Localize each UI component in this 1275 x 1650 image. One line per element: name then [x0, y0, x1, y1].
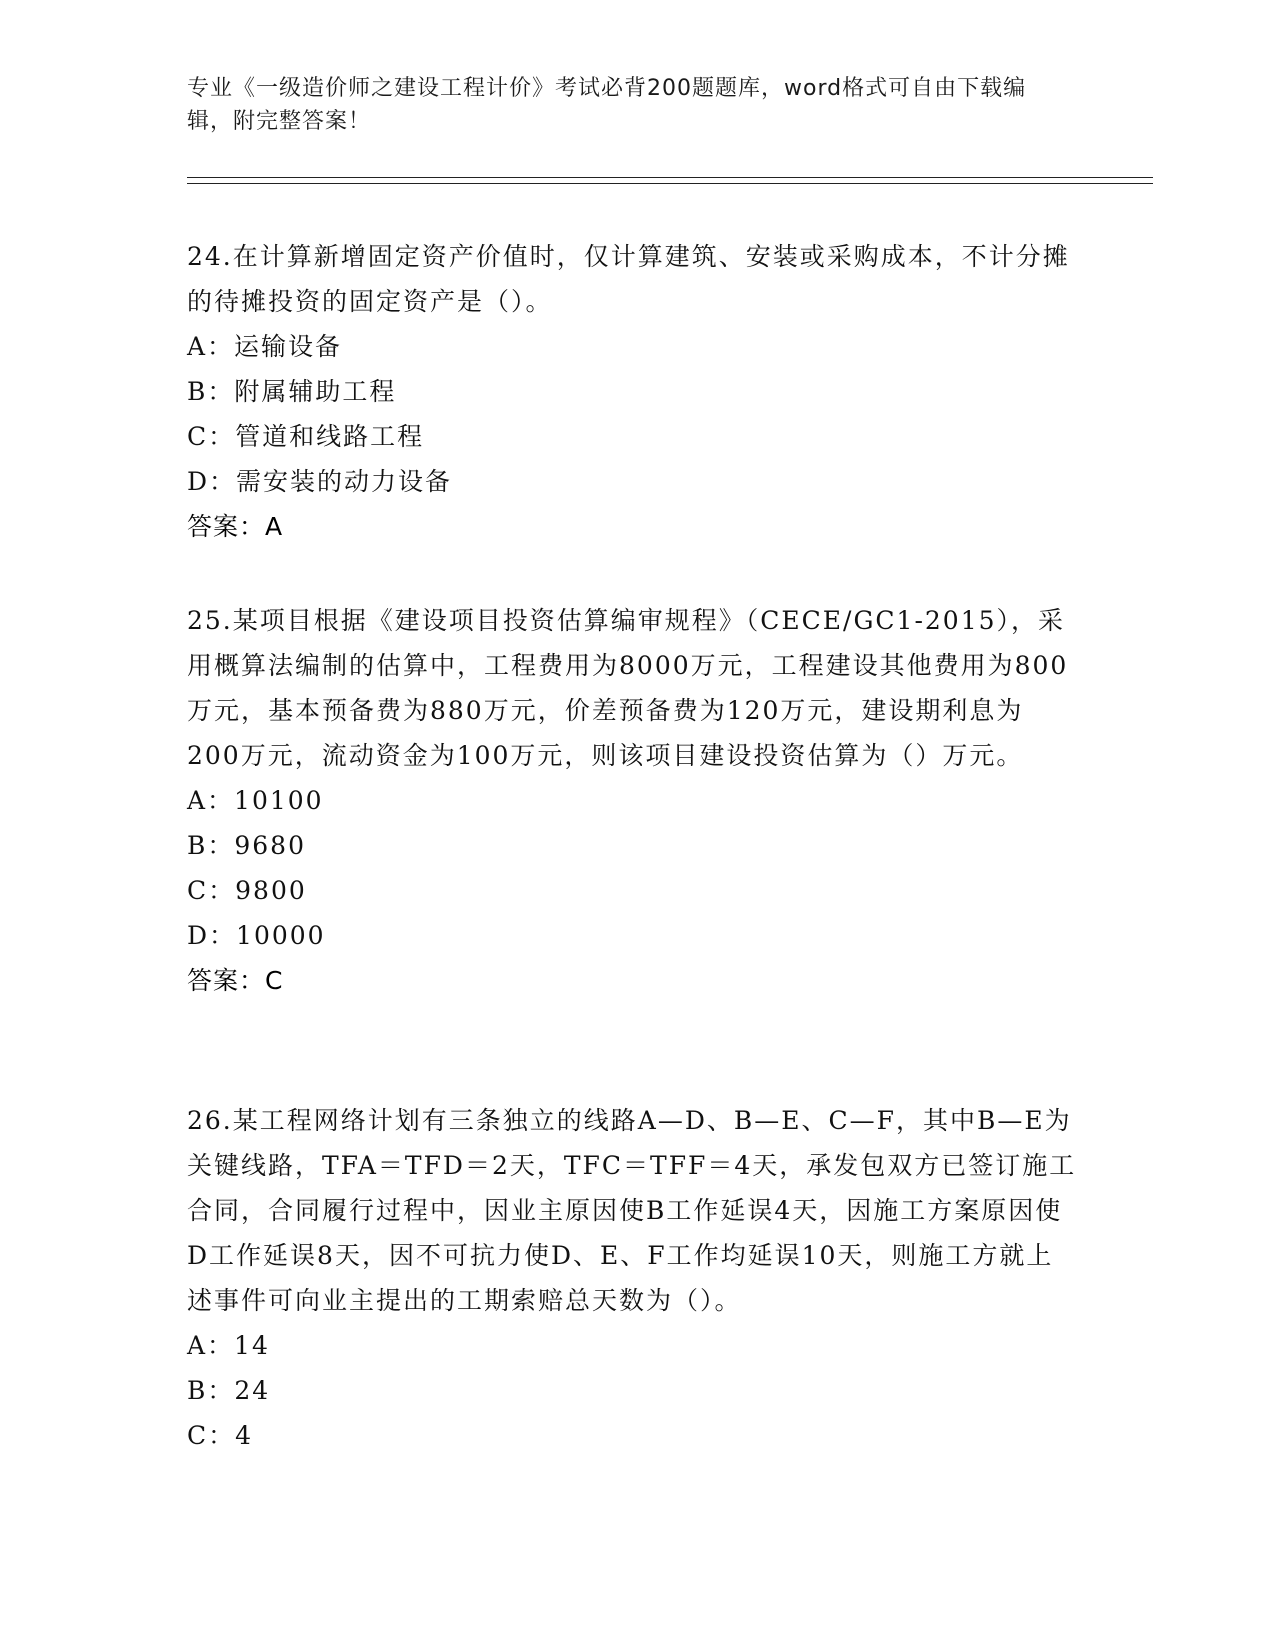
option-d: D：10000 [187, 921, 326, 950]
option-a: A：14 [187, 1331, 270, 1360]
answer-line: 答案：A [187, 512, 284, 541]
option-a: A：运输设备 [187, 332, 343, 361]
option-a: A：10100 [187, 786, 324, 815]
question-26 [187, 1098, 1077, 1458]
option-b: B：附属辅助工程 [187, 377, 397, 406]
option-c: C：管道和线路工程 [187, 422, 425, 451]
question-stem: 24.在计算新增固定资产价值时，仅计算建筑、安装或采购成本，不计分摊的待摊投资的固定资产是（）。 [187, 242, 1070, 316]
option-c: C：9800 [187, 876, 307, 905]
option-b: B：9680 [187, 831, 306, 860]
header-divider-top [187, 177, 1153, 178]
option-b: B：24 [187, 1376, 271, 1405]
option-c: C：4 [187, 1421, 254, 1450]
option-d: D：需安装的动力设备 [187, 467, 453, 496]
question-stem: 26.某工程网络计划有三条独立的线路A—D、B—E、C—F，其中B—E为关键线路，TFA＝TFD＝2天，TFC＝TFF＝4天，承发包双方已签订施工合同，合同履行过程中，因业主原因使B工作延误4天，因施工方案原因使D工作延误8天，因不可抗力使D、E、F工作均延误10天，则施工方就上述事件可向业主提出的工期索赔总天数为（）。 [187, 1106, 1077, 1315]
header-divider-bottom [187, 183, 1153, 184]
document-header: 专业《一级造价师之建设工程计价》考试必背200题题库，word格式可自由下载编辑，附完整答案！ [187, 76, 1027, 134]
answer-line: 答案：C [187, 966, 284, 995]
question-25 [187, 598, 1077, 1003]
question-stem: 25.某项目根据《建设项目投资估算编审规程》（CECE/GC1-2015），采用概算法编制的估算中，工程费用为8000万元，工程建设其他费用为800万元，基本预备费为880万元，价差预备费为120万元，建设期利息为200万元，流动资金为100万元，则该项目建设投资估算为（）万元。 [187, 606, 1069, 770]
question-24 [187, 234, 1077, 549]
